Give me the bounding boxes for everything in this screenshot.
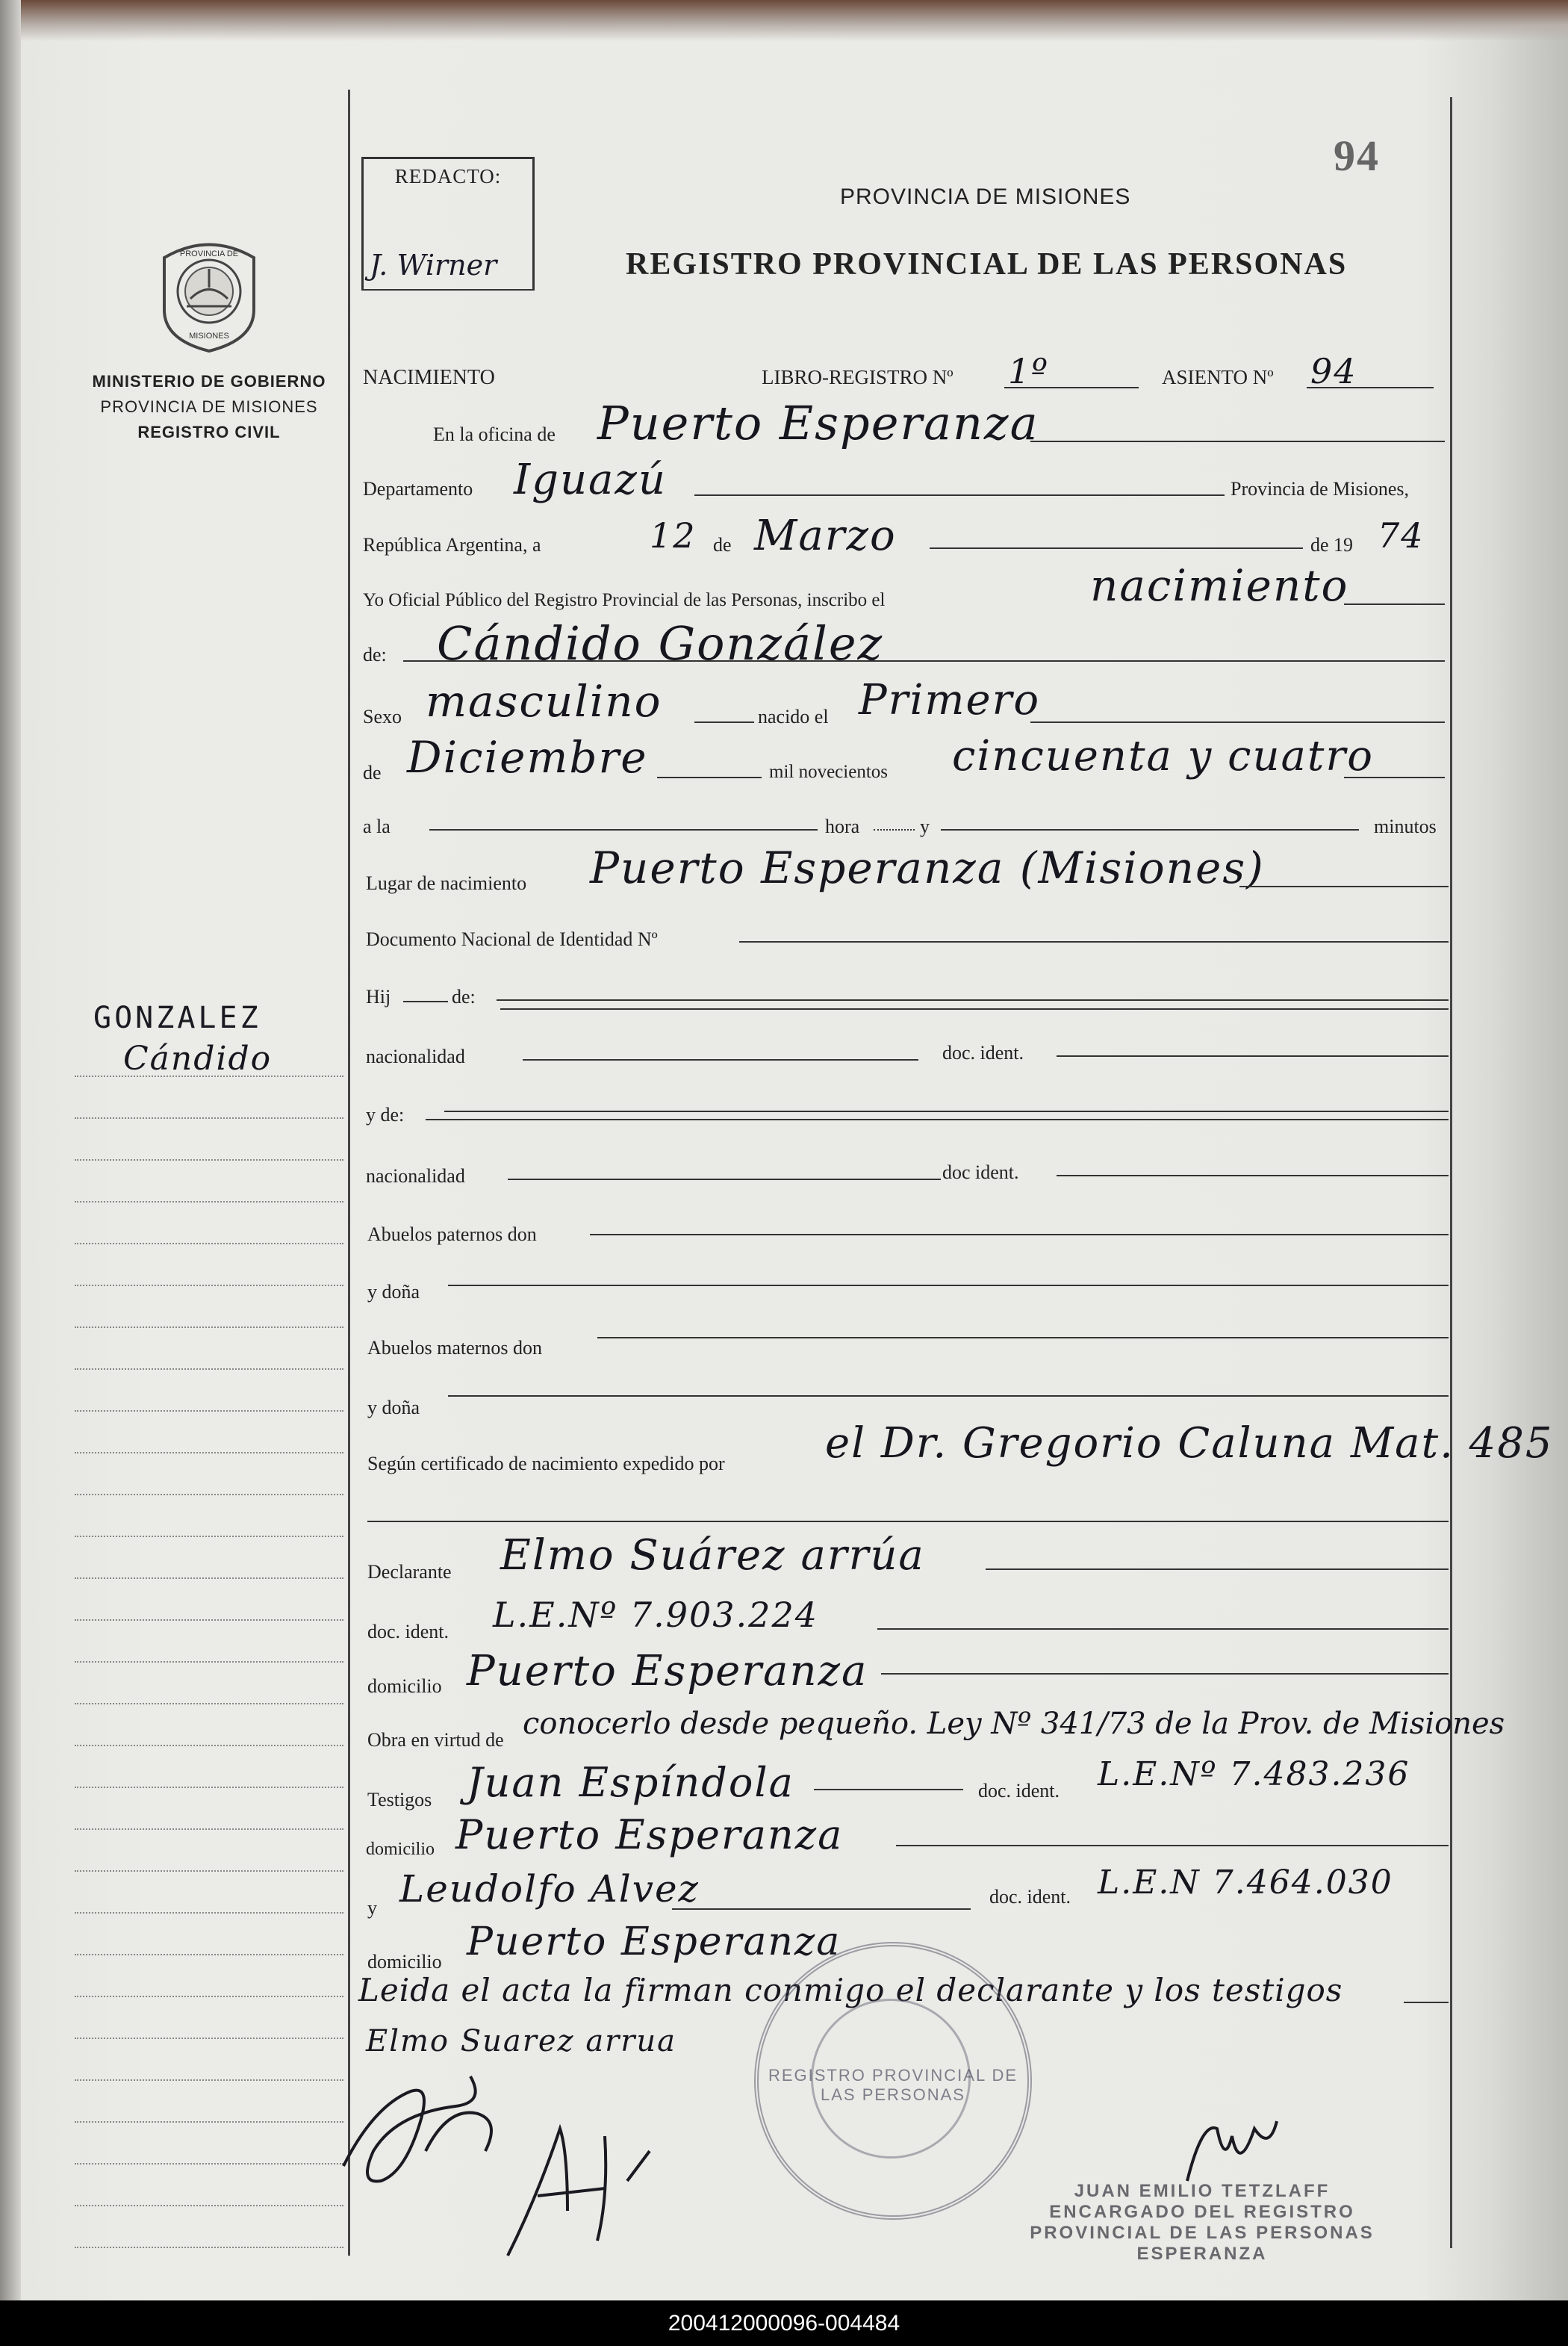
footer-id-bar: 200412000096-004484	[0, 2300, 1568, 2346]
person-value: Cándido González	[437, 616, 884, 671]
t1-dom-value: Puerto Esperanza	[455, 1811, 844, 1858]
sexo-value: masculino	[426, 676, 662, 727]
birth-month-value: Diciembre	[407, 732, 648, 783]
redacto-label: REDACTO:	[394, 165, 502, 187]
segun-label: Según certificado de nacimiento expedido por	[367, 1453, 725, 1474]
birth-year-line	[1344, 777, 1445, 778]
birth-year-value: cincuenta y cuatro	[952, 732, 1374, 781]
margin-rule	[75, 1787, 343, 1788]
segun-value: el Dr. Gregorio Caluna Mat. 485	[825, 1419, 1554, 1468]
ydona-line	[448, 1285, 1449, 1286]
hij-line	[403, 1001, 448, 1002]
declarante-line	[986, 1568, 1449, 1570]
margin-rule	[75, 2163, 343, 2165]
margin-rule	[75, 1076, 343, 1077]
year-value: 74	[1378, 515, 1425, 556]
mil-label: mil novecientos	[769, 762, 888, 782]
ministry-line-1: MINISTERIO DE GOBIERNO	[92, 372, 326, 391]
closing-line	[1404, 2002, 1449, 2003]
sexo-label: Sexo	[363, 706, 402, 727]
obra-label: Obra en virtud de	[367, 1729, 504, 1751]
t2-doc-value: L.E.N 7.464.030	[1098, 1864, 1393, 1902]
margin-rule	[75, 1703, 343, 1704]
nacionalidad-line	[523, 1059, 918, 1061]
dni-line	[739, 941, 1449, 943]
testigo2-line	[672, 1908, 971, 1910]
margin-rule	[75, 1285, 343, 1286]
hora-label: hora	[825, 816, 860, 837]
de2-label: de:	[363, 644, 387, 665]
margin-rule	[75, 2121, 343, 2123]
inscribo-value: nacimiento	[1090, 560, 1349, 611]
margin-rule	[75, 1452, 343, 1453]
nacido-value: Primero	[859, 676, 1041, 724]
minutos-label: minutos	[1374, 816, 1437, 837]
official-signature	[1172, 2106, 1292, 2203]
left-border-rule	[348, 90, 350, 2256]
page-top-edge	[0, 0, 1568, 41]
oficina-line	[1030, 441, 1445, 442]
ministry-line-3: REGISTRO CIVIL	[137, 423, 281, 441]
margin-rule	[75, 1536, 343, 1537]
testigo1-line	[814, 1789, 963, 1790]
testigo2-value: Leudolfo Alvez	[399, 1867, 700, 1911]
yo-label: Yo Oficial Público del Registro Provincial de las Personas, inscribo el	[363, 590, 886, 610]
official-stamp-line-4: ESPERANZA	[1136, 2244, 1268, 2264]
minutos-line	[941, 829, 1359, 831]
margin-rule	[75, 1243, 343, 1244]
redacto-box	[361, 157, 535, 291]
nacionalidad2-line	[508, 1179, 941, 1180]
hij-label: Hij	[366, 986, 391, 1008]
oficina-value: Puerto Esperanza	[597, 396, 1039, 450]
parent2-line	[444, 1111, 1449, 1112]
nacionalidad-label: nacionalidad	[366, 1046, 465, 1067]
testigo1-value: Juan Espíndola	[467, 1759, 794, 1806]
official-stamp-line-2: ENCARGADO DEL REGISTRO	[1049, 2202, 1355, 2222]
margin-rule	[75, 1410, 343, 1412]
sexo-line	[694, 722, 754, 723]
seal-text-top: PROVINCIA DE	[179, 249, 239, 258]
asiento-line	[1307, 387, 1434, 388]
t2-doc-label: doc. ident.	[989, 1886, 1071, 1908]
dni-label: Documento Nacional de Identidad Nº	[366, 928, 658, 950]
ministry-line-2: PROVINCIA DE MISIONES	[100, 397, 318, 416]
inscribo-line	[1344, 603, 1445, 605]
t1-dom-label: domicilio	[366, 1840, 435, 1859]
domicilio-value: Puerto Esperanza	[467, 1647, 868, 1695]
round-stamp-text: REGISTRO PROVINCIAL DE LAS PERSONAS	[768, 2066, 1018, 2104]
docident-line	[1057, 1055, 1449, 1057]
asiento-value: 94	[1310, 351, 1357, 391]
de4-label: de:	[452, 986, 476, 1008]
ala-label: a la	[363, 816, 391, 837]
de19-label: de 19	[1310, 534, 1354, 556]
lugar-label: Lugar de nacimiento	[366, 872, 527, 894]
day-value: 12	[650, 515, 697, 556]
docident-label: doc. ident.	[942, 1042, 1024, 1064]
margin-rule	[75, 2247, 343, 2248]
margin-rule	[75, 1870, 343, 1872]
margin-rule	[75, 2038, 343, 2039]
abuelos-paternos-label: Abuelos paternos don	[367, 1223, 537, 1245]
nacido-line	[1030, 722, 1445, 723]
t1-doc-value: L.E.Nº 7.483.236	[1098, 1755, 1410, 1793]
hora-line-2	[874, 829, 915, 831]
margin-rule	[75, 1201, 343, 1203]
ydona2-label: y doña	[367, 1397, 420, 1418]
asiento-label: ASIENTO Nº	[1162, 366, 1274, 388]
t1-doc-label: doc. ident.	[978, 1780, 1060, 1802]
birth-month-line	[657, 777, 762, 778]
page-number: 94	[1334, 131, 1380, 180]
margin-given-name: Cándido	[123, 1040, 273, 1078]
margin-rule	[75, 1996, 343, 1997]
libro-value: 1º	[1008, 351, 1049, 391]
docident2-label: doc ident.	[942, 1161, 1019, 1183]
abuelos-maternos-line	[597, 1337, 1449, 1338]
official-stamp-line-1: JUAN EMILIO TETZLAFF	[1074, 2181, 1331, 2201]
closing-text: Leida el acta la firman conmigo el declarante y los testigos	[358, 1972, 1343, 2008]
margin-rule	[75, 1117, 343, 1119]
province-title: PROVINCIA DE MISIONES	[840, 184, 1131, 209]
t2-dom-value: Puerto Esperanza	[467, 1920, 841, 1964]
ministry-heading	[75, 369, 343, 445]
margin-rule	[75, 1661, 343, 1663]
official-stamp-line-3: PROVINCIAL DE LAS PERSONAS	[1030, 2223, 1375, 2243]
ydona-label: y doña	[367, 1281, 420, 1303]
nacionalidad2-label: nacionalidad	[366, 1165, 465, 1187]
declarante-label: Declarante	[367, 1561, 452, 1583]
margin-surname: GONZALEZ	[93, 1001, 261, 1035]
testigos-label: Testigos	[367, 1789, 432, 1810]
decl-doc-line	[877, 1628, 1449, 1630]
departamento-value: Iguazú	[514, 456, 667, 504]
hora-line	[429, 829, 818, 831]
margin-rule	[75, 1745, 343, 1746]
parent1-line	[497, 999, 1449, 1001]
domicilio-line	[881, 1673, 1449, 1675]
yde-label: y de:	[366, 1104, 405, 1126]
margin-rule	[75, 1326, 343, 1328]
decl-doc-value: L.E.Nº 7.903.224	[493, 1595, 818, 1635]
right-border-rule	[1450, 97, 1452, 2248]
ydona2-line	[448, 1395, 1449, 1397]
t2-dom-label: domicilio	[367, 1951, 442, 1973]
redacto-underline	[364, 289, 532, 291]
provincia-label: Provincia de Misiones,	[1231, 478, 1410, 500]
abuelos-paternos-line	[590, 1234, 1449, 1235]
de-label: de	[713, 534, 732, 556]
oficina-label: En la oficina de	[433, 423, 556, 445]
lugar-line	[1239, 886, 1449, 887]
margin-rule	[75, 1368, 343, 1370]
witness-signature	[478, 2106, 672, 2271]
type-label: NACIMIENTO	[363, 366, 495, 389]
y2-label: y	[367, 1897, 377, 1919]
domicilio-label: domicilio	[367, 1675, 442, 1697]
person-line	[403, 660, 1445, 662]
month-line	[930, 547, 1303, 549]
month-value: Marzo	[754, 512, 897, 560]
provincial-seal-icon	[146, 228, 273, 355]
margin-rule	[75, 1494, 343, 1495]
t1-dom-line	[896, 1845, 1449, 1846]
round-registry-stamp	[754, 1942, 1032, 2220]
nacido-label: nacido el	[758, 706, 829, 727]
margin-rule	[75, 2079, 343, 2081]
decl-doc-label: doc. ident.	[367, 1621, 449, 1642]
margin-lines	[75, 971, 343, 2256]
parent1-line-2	[500, 1008, 1449, 1010]
republica-label: República Argentina, a	[363, 534, 541, 556]
margin-rule	[75, 1828, 343, 1830]
seal-text-bottom: MISIONES	[189, 332, 229, 341]
de3-label: de	[363, 762, 382, 783]
margin-rule	[75, 1619, 343, 1621]
obra-value: conocerlo desde pequeño. Ley Nº 341/73 de la Prov. de Misiones	[523, 1707, 1505, 1741]
declarante-value: Elmo Suárez arrúa	[500, 1531, 925, 1580]
margin-rule	[75, 1577, 343, 1579]
redacto-signature: J. Wirner	[370, 249, 497, 282]
registry-title: REGISTRO PROVINCIAL DE LAS PERSONAS	[626, 247, 1348, 282]
margin-rule	[75, 2205, 343, 2206]
docident2-line	[1057, 1175, 1449, 1176]
libro-label: LIBRO-REGISTRO Nº	[762, 366, 953, 388]
departamento-line	[694, 494, 1225, 496]
closing-signature: Elmo Suarez arrua	[366, 2024, 677, 2058]
abuelos-maternos-label: Abuelos maternos don	[367, 1337, 542, 1359]
segun-line-2	[367, 1521, 1449, 1522]
margin-rule	[75, 1912, 343, 1914]
y-label: y	[920, 816, 930, 837]
margin-rule	[75, 1159, 343, 1161]
libro-line	[1004, 387, 1139, 388]
parent2-line-2	[426, 1119, 1449, 1120]
book-spine	[0, 0, 21, 2346]
departamento-label: Departamento	[363, 478, 473, 500]
margin-rule	[75, 1954, 343, 1955]
lugar-value: Puerto Esperanza (Misiones)	[590, 842, 1265, 893]
